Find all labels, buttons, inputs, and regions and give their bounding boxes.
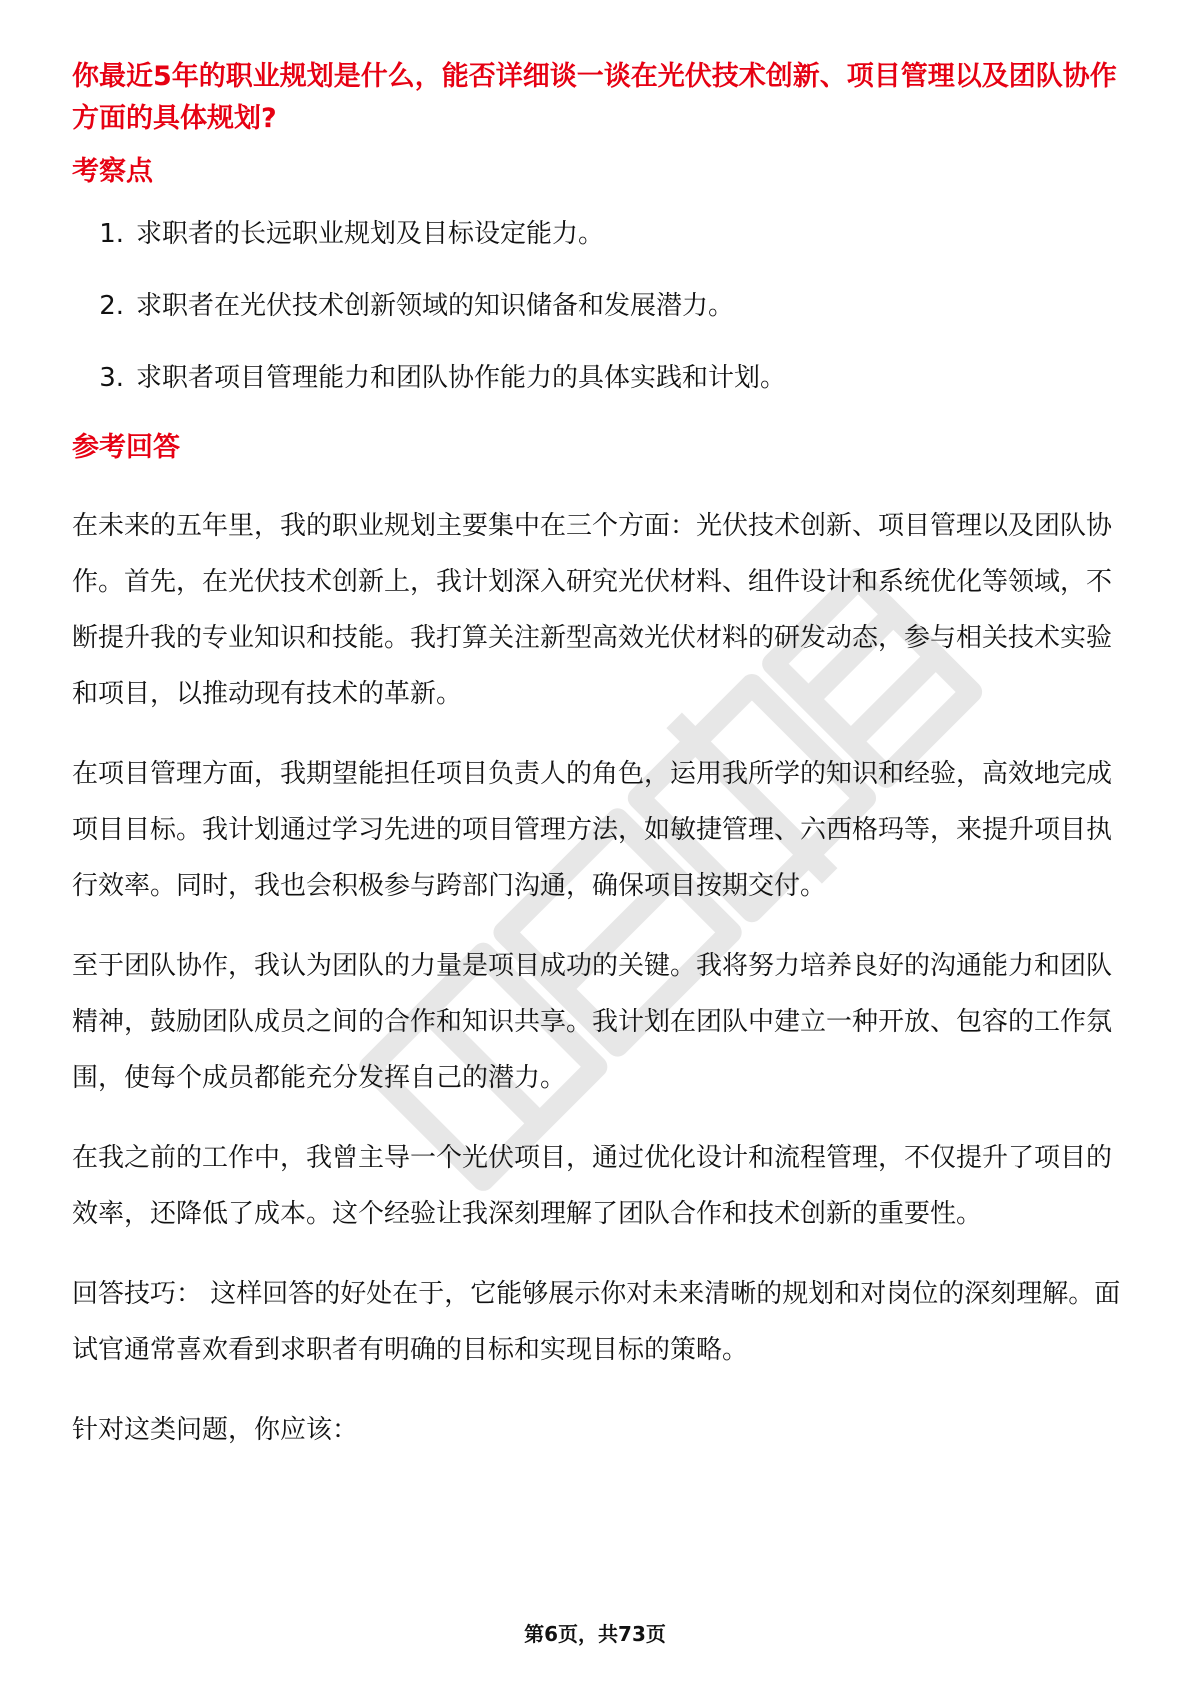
list-item <box>72 286 1122 326</box>
list-text: 求职者在光伏技术创新领域的知识储备和发展潜力。 <box>136 291 735 321</box>
kaocha-list <box>72 214 1122 398</box>
list-number: 2. <box>99 291 124 321</box>
question-heading: 你最近5年的职业规划是什么，能否详细谈一谈在光伏技术创新、项目管理以及团队协作方面的具体规划? <box>72 61 1117 134</box>
answer-paragraph: 在项目管理方面，我期望能担任项目负责人的角色，运用我所学的知识和经验，高效地完成项目目标。我计划通过学习先进的项目管理方法，如敏捷管理、六西格玛等，来提升项目执行效率。同时，我也会积极参与跨部门沟通，确保项目按期交付。 <box>72 759 1113 901</box>
list-item <box>72 358 1122 398</box>
page-number-footer: 第6页，共73页 <box>524 1622 666 1646</box>
list-text: 求职者项目管理能力和团队协作能力的具体实践和计划。 <box>136 363 787 393</box>
list-number: 1. <box>99 219 124 249</box>
closing-paragraph: 针对这类问题，你应该： <box>72 1415 359 1445</box>
answer-paragraph: 在未来的五年里，我的职业规划主要集中在三个方面：光伏技术创新、项目管理以及团队协作。首先，在光伏技术创新上，我计划深入研究光伏材料、组件设计和系统优化等领域，不断提升我的专业知识和技能。我打算关注新型高效光伏材料的研发动态，参与相关技术实验和项目，以推动现有技术的革新。 <box>72 511 1113 709</box>
main-content <box>72 56 1122 1458</box>
answer-paragraph: 至于团队协作，我认为团队的力量是项目成功的关键。我将努力培养良好的沟通能力和团队精神，鼓励团队成员之间的合作和知识共享。我计划在团队中建立一种开放、包容的工作氛围，使每个成员都能充分发挥自己的潜力。 <box>72 951 1113 1093</box>
list-item <box>72 214 1122 254</box>
list-number: 3. <box>99 363 124 393</box>
cankao-title: 参考回答 <box>72 432 180 463</box>
kaocha-title: 考察点 <box>72 156 153 187</box>
answer-paragraph: 在我之前的工作中，我曾主导一个光伏项目，通过优化设计和流程管理，不仅提升了项目的效率，还降低了成本。这个经验让我深刻理解了团队合作和技术创新的重要性。 <box>72 1143 1113 1229</box>
list-text: 求职者的长远职业规划及目标设定能力。 <box>136 219 605 249</box>
tips-paragraph: 回答技巧： 这样回答的好处在于，它能够展示你对未来清晰的规划和对岗位的深刻理解。面试官通常喜欢看到求职者有明确的目标和实现目标的策略。 <box>72 1279 1121 1365</box>
